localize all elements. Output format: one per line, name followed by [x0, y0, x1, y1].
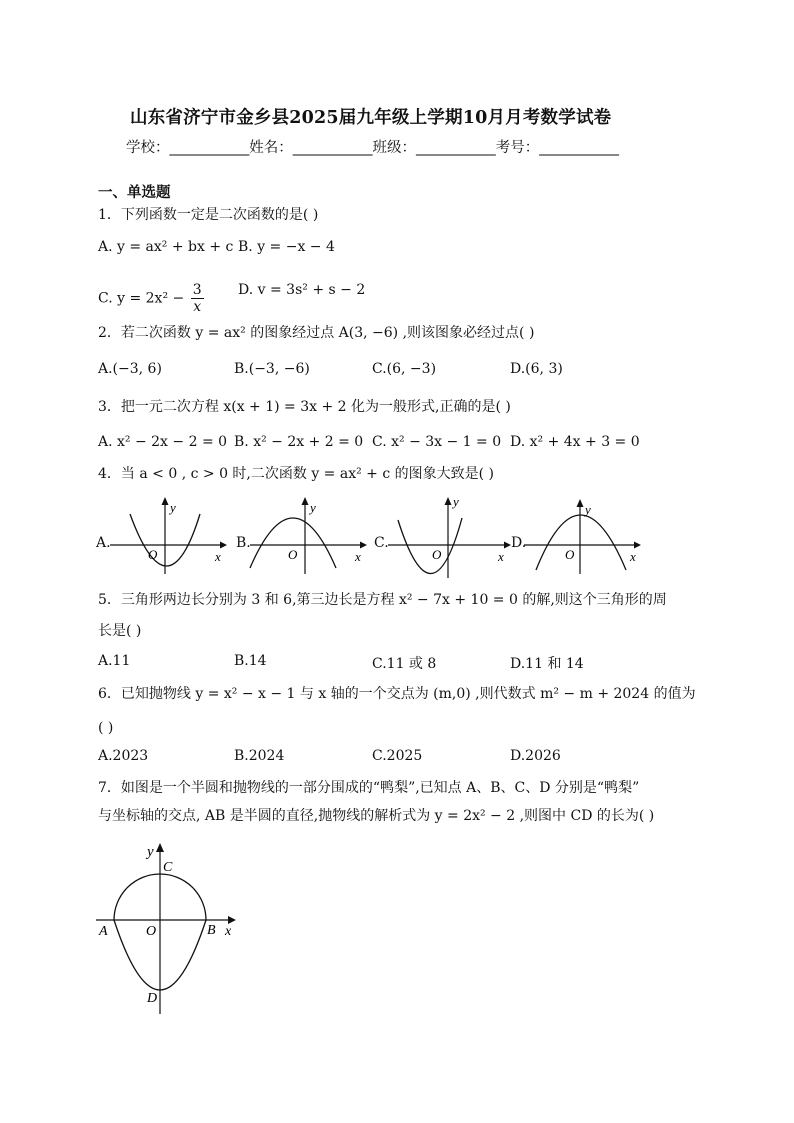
question-7-stem-line-1: 7．如图是一个半圆和抛物线的一部分围成的“鸭梨”,已知点 A、B、C、D 分别是“鸭梨” — [98, 780, 640, 796]
question-6-stem-line-1: 6．已知抛物线 y = x² − x − 1 与 x 轴的一个交点为 (m,0) ,则代数式 m² − m + 2024 的值为 — [98, 686, 696, 702]
page-title: 山东省济宁市金乡县2025届九年级上学期10月月考数学试卷 — [130, 108, 612, 128]
q3-option-b: B. x² − 2x + 2 = 0 — [234, 434, 364, 450]
y-axis-arrow — [156, 843, 164, 852]
q4-option-d: D. — [511, 535, 527, 551]
y-axis-arrow — [302, 497, 309, 505]
q6-option-d: D.2026 — [510, 748, 561, 764]
q1-fraction-denominator: x — [193, 299, 202, 315]
x-label: x — [355, 549, 361, 564]
parabola — [536, 515, 626, 570]
question-5-stem-line-1: 5．三角形两边长分别为 3 和 6,第三边长是方程 x² − 7x + 10 = 0 的解,则这个三角形的周 — [98, 592, 667, 608]
question-2-stem: 2．若二次函数 y = ax² 的图象经过点 A(3, −6) ,则该图象必经过点( ) — [98, 325, 535, 341]
y-axis-arrow — [162, 497, 169, 505]
y-label: y — [585, 502, 591, 517]
q7-duck-pear-figure — [94, 838, 244, 1020]
q4-graph-d — [522, 494, 646, 576]
x-label: x — [630, 549, 636, 564]
q4-option-a: A. — [96, 535, 111, 551]
x-axis-arrow — [360, 542, 367, 549]
q5-option-d: D.11 和 14 — [510, 656, 584, 672]
x-axis-arrow — [504, 542, 511, 549]
q6-option-c: C.2025 — [372, 748, 423, 764]
q4-graph-c — [386, 494, 512, 580]
q1-option-d: D. v = 3s² + s − 2 — [238, 282, 366, 298]
y-axis-arrow — [445, 497, 452, 505]
q4-option-b: B. — [236, 535, 251, 551]
label-c: C — [163, 860, 173, 875]
origin-label: O — [148, 547, 158, 562]
q2-option-c: C.(6, −3) — [372, 361, 437, 377]
x-label: x — [215, 549, 221, 564]
question-3-stem: 3．把一元二次方程 x(x + 1) = 3x + 2 化为一般形式,正确的是( ) — [98, 399, 511, 415]
question-5-stem-line-2: 长是( ) — [98, 623, 142, 639]
label-d: D — [147, 991, 158, 1006]
q3-option-c: C. x² − 3x − 1 = 0 — [372, 434, 502, 450]
question-1-stem: 1．下列函数一定是二次函数的是( ) — [98, 207, 319, 223]
q4-graph-a — [108, 494, 228, 576]
q1-fraction — [191, 282, 204, 315]
q5-option-c: C.11 或 8 — [372, 656, 437, 672]
label-o: O — [146, 924, 157, 939]
q2-option-b: B.(−3, −6) — [234, 361, 310, 377]
q2-option-a: A.(−3, 6) — [98, 361, 162, 377]
q6-option-b: B.2024 — [234, 748, 285, 764]
label-x: x — [225, 924, 232, 939]
q3-option-d: D. x² + 4x + 3 = 0 — [510, 434, 640, 450]
question-6-stem-line-2: ( ) — [98, 720, 114, 736]
origin-label: O — [432, 547, 442, 562]
x-axis-arrow — [228, 916, 236, 924]
x-label: x — [498, 549, 504, 564]
label-b: B — [207, 923, 216, 938]
y-label: y — [453, 494, 459, 509]
q5-option-b: B.14 — [234, 653, 267, 669]
q1-option-c-text: C. y = 2x² − — [98, 290, 185, 307]
y-label: y — [170, 500, 176, 515]
q5-option-a: A.11 — [98, 653, 131, 669]
q2-option-d: D.(6, 3) — [510, 361, 563, 377]
x-axis-arrow — [220, 542, 227, 549]
y-axis-arrow — [577, 499, 584, 507]
q4-option-c: C. — [374, 535, 389, 551]
label-y: y — [147, 844, 154, 860]
q6-option-a: A.2023 — [98, 748, 149, 764]
question-4-stem: 4．当 a < 0 , c > 0 时,二次函数 y = ax² + c 的图象大致是( ) — [98, 466, 495, 482]
label-a: A — [99, 924, 108, 939]
origin-label: O — [565, 547, 575, 562]
q1-option-c — [98, 282, 204, 315]
q3-option-a: A. x² − 2x − 2 = 0 — [98, 434, 228, 450]
y-label: y — [310, 500, 316, 515]
student-info-line: 学校：___________姓名：___________班级：___________考号：___________ — [126, 140, 619, 156]
question-7-stem-line-2: 与坐标轴的交点, AB 是半圆的直径,抛物线的解析式为 y = 2x² − 2 ,则图中 CD 的长为( ) — [98, 808, 655, 824]
q1-fraction-numerator: 3 — [192, 282, 202, 298]
q1-option-b: B. y = −x − 4 — [238, 239, 335, 255]
origin-label: O — [288, 547, 298, 562]
q1-option-a: A. y = ax² + bx + c — [98, 239, 234, 255]
parabola — [398, 518, 462, 574]
x-axis-arrow — [634, 542, 641, 549]
section-heading: 一、单选题 — [98, 185, 171, 201]
q4-graph-b — [248, 494, 368, 576]
